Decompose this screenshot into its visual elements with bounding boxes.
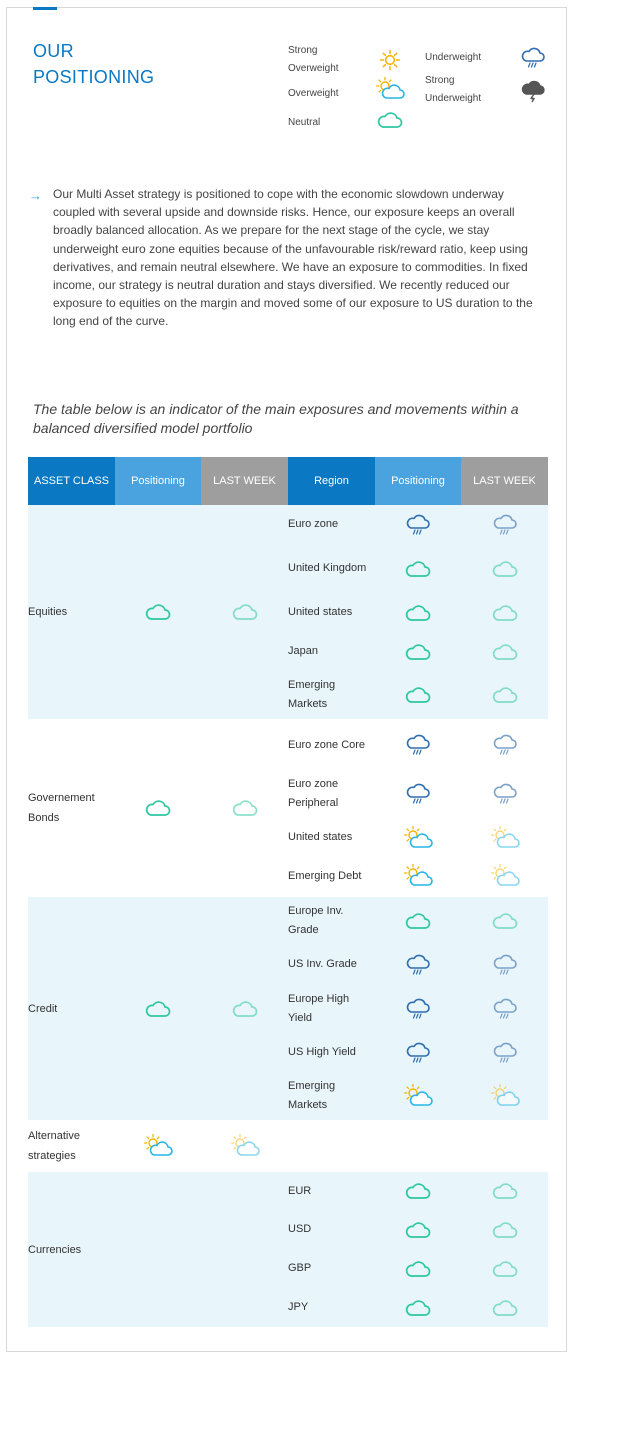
legend-rain-cloud-icon [518,46,548,70]
page-title [33,38,193,90]
cloud-icon [490,1296,520,1320]
region-cell [288,984,375,1033]
rain-cloud-icon [403,513,433,537]
region-last-week-cell [461,505,548,544]
table-row [28,1121,548,1171]
cloud-icon [230,600,260,624]
cloud-icon [490,909,520,933]
rain-cloud-icon [490,953,520,977]
asset-last-week-cell [201,896,288,1121]
region-cell [288,505,375,544]
header-region-last-week: LAST WEEK [461,457,548,505]
table-row [28,720,548,769]
asset-positioning-cell [115,505,201,720]
asset-last-week-cell [201,1171,288,1327]
table-header-row [28,457,548,505]
region-last-week-cell [461,632,548,671]
legend-sun-icon [375,48,405,72]
cloud-icon [490,640,520,664]
region-label: Japan [288,645,318,657]
region-label: USD [288,1223,312,1235]
region-positioning-cell [375,1033,461,1072]
empty-cell [288,1121,375,1171]
legend [288,42,558,142]
sun-cloud-icon [490,864,520,888]
table-body [28,505,548,1327]
legend-label-underweight: Underweight [425,52,482,63]
cloud-icon [403,1179,433,1203]
legend-cloud-icon [375,108,405,132]
table-row [28,896,548,945]
region-positioning-cell [375,593,461,632]
region-positioning-cell [375,857,461,896]
region-label: Europe High Yield [288,992,350,1024]
rain-cloud-icon [403,733,433,757]
rain-cloud-icon [490,733,520,757]
rain-cloud-icon [403,997,433,1021]
arrow-right-icon: → [29,188,42,203]
table-row [28,505,548,544]
cloud-icon [490,557,520,581]
empty-cell [461,1121,548,1171]
region-cell [288,945,375,984]
sun-cloud-icon [403,864,433,888]
region-last-week-cell [461,896,548,945]
region-positioning-cell [375,632,461,671]
asset-last-week-cell [201,505,288,720]
header-region-positioning: Positioning [375,457,461,505]
region-label: Emerging Markets [288,679,336,710]
region-last-week-cell [461,593,548,632]
region-label: United states [288,831,353,843]
asset-class-label: Alternative strategies [28,1130,80,1162]
region-positioning-cell [375,984,461,1033]
region-last-week-cell [461,544,548,593]
region-cell [288,671,375,720]
asset-positioning-cell [115,720,201,896]
cloud-icon [403,601,433,625]
region-cell [288,818,375,857]
region-last-week-cell [461,1171,548,1210]
asset-class-cell [28,720,115,896]
region-label: US High Yield [288,1046,356,1058]
asset-last-week-cell [201,1121,288,1171]
region-label: Emerging Markets [288,1080,336,1111]
sun-cloud-icon [403,826,433,850]
cloud-icon [490,1218,520,1242]
cloud-icon [403,1257,433,1281]
region-positioning-cell [375,544,461,593]
cloud-icon [403,640,433,664]
cloud-icon [403,683,433,707]
asset-class-cell [28,1171,115,1327]
cloud-icon [230,997,260,1021]
region-label: EUR [288,1184,312,1197]
asset-class-label: Equities [28,606,68,618]
region-cell [288,1288,375,1327]
region-positioning-cell [375,720,461,769]
cloud-icon [490,1179,520,1203]
sun-cloud-icon [143,1134,173,1158]
asset-class-label: Governement Bonds [28,792,95,824]
region-last-week-cell [461,1210,548,1249]
region-positioning-cell [375,1171,461,1210]
rain-cloud-icon [403,953,433,977]
rain-cloud-icon [490,513,520,537]
accent-bar [33,7,57,10]
header-positioning: Positioning [115,457,201,505]
table-row [28,1171,548,1210]
region-positioning-cell [375,1288,461,1327]
region-cell [288,1072,375,1121]
rain-cloud-icon [490,997,520,1021]
region-last-week-cell [461,1288,548,1327]
cloud-icon [403,1218,433,1242]
region-cell [288,857,375,896]
asset-class-cell [28,1121,115,1171]
cloud-icon [143,997,173,1021]
sun-cloud-icon [403,1084,433,1108]
region-last-week-cell [461,1072,548,1121]
positioning-table [28,457,548,1327]
cloud-icon [490,601,520,625]
region-label: United states [288,606,353,618]
region-last-week-cell [461,818,548,857]
legend-label-neutral: Neutral [288,117,321,128]
rain-cloud-icon [490,1041,520,1065]
legend-label-strong-underweight: Strong Underweight [425,75,482,104]
region-positioning-cell [375,671,461,720]
region-cell [288,632,375,671]
region-last-week-cell [461,984,548,1033]
header-region: Region [288,457,375,505]
region-last-week-cell [461,769,548,818]
cloud-icon [490,1257,520,1281]
table-caption: The table below is an indicator of the main exposures and movements within a balanced diversified model portfolio [33,401,519,436]
sun-cloud-icon [490,1084,520,1108]
region-last-week-cell [461,857,548,896]
asset-positioning-cell [115,1121,201,1171]
rain-cloud-icon [403,782,433,806]
region-positioning-cell [375,896,461,945]
cloud-icon [403,909,433,933]
cloud-icon [403,1296,433,1320]
region-cell [288,1171,375,1210]
region-label: JPY [288,1301,309,1313]
region-positioning-cell [375,769,461,818]
region-cell [288,1033,375,1072]
legend-label-strong-overweight: Strong Overweight [288,45,339,74]
region-last-week-cell [461,1249,548,1288]
region-cell [288,769,375,818]
asset-positioning-cell [115,896,201,1121]
asset-last-week-cell [201,720,288,896]
cloud-icon [403,557,433,581]
region-label: GBP [288,1262,312,1274]
sun-cloud-icon [230,1134,260,1158]
region-positioning-cell [375,1210,461,1249]
region-positioning-cell [375,945,461,984]
region-label: United Kingdom [288,562,367,574]
region-positioning-cell [375,818,461,857]
region-positioning-cell [375,505,461,544]
intro-text: Our Multi Asset strategy is positioned to cope with the economic slowdown underway coupled with several upside and downside risks. Hence, our exposure keeps an overall broadly balanced allocation. As we prepare for the next stage of the cycle, we stay underweight euro zone equities because of the unfavourable risk/reward ratio, keep using derivatives, and remain neutral elsewhere. We have an exposure to commodities. In fixed income, our strategy is neutral duration and stays diversified. We recently reduced our exposure to equities on the margin and moved some of our exposure to US duration to the long end of the curve. [53,187,533,329]
region-last-week-cell [461,720,548,769]
legend-sun-cloud-icon [375,77,405,101]
cloud-icon [490,683,520,707]
title-line-1: OUR [33,41,74,61]
title-line-2: POSITIONING [33,67,155,87]
empty-cell [375,1121,461,1171]
cloud-icon [143,600,173,624]
rain-cloud-icon [490,782,520,806]
rain-cloud-icon [403,1041,433,1065]
header-asset-class: ASSET CLASS [28,457,115,505]
region-positioning-cell [375,1249,461,1288]
region-label: Euro zone Core [288,738,366,751]
region-cell [288,720,375,769]
region-last-week-cell [461,945,548,984]
asset-class-cell [28,505,115,720]
region-label: Euro zone [288,518,339,530]
asset-positioning-cell [115,1171,201,1327]
cloud-icon [230,796,260,820]
header-last-week: LAST WEEK [201,457,288,505]
region-positioning-cell [375,1072,461,1121]
legend-storm-cloud-icon [518,79,548,103]
region-label: Emerging Debt [288,869,362,882]
region-cell [288,1249,375,1288]
cloud-icon [143,796,173,820]
region-cell [288,593,375,632]
region-label: Europe Inv. Grade [288,905,344,936]
region-label: Euro zone Peripheral [288,777,339,809]
region-label: US Inv. Grade [288,958,357,970]
asset-class-label: Credit [28,1002,58,1015]
region-cell [288,544,375,593]
region-last-week-cell [461,1033,548,1072]
sun-cloud-icon [490,826,520,850]
legend-label-overweight: Overweight [288,88,339,99]
region-cell [288,896,375,945]
region-last-week-cell [461,671,548,720]
region-cell [288,1210,375,1249]
asset-class-cell [28,896,115,1121]
asset-class-label: Currencies [28,1243,82,1256]
